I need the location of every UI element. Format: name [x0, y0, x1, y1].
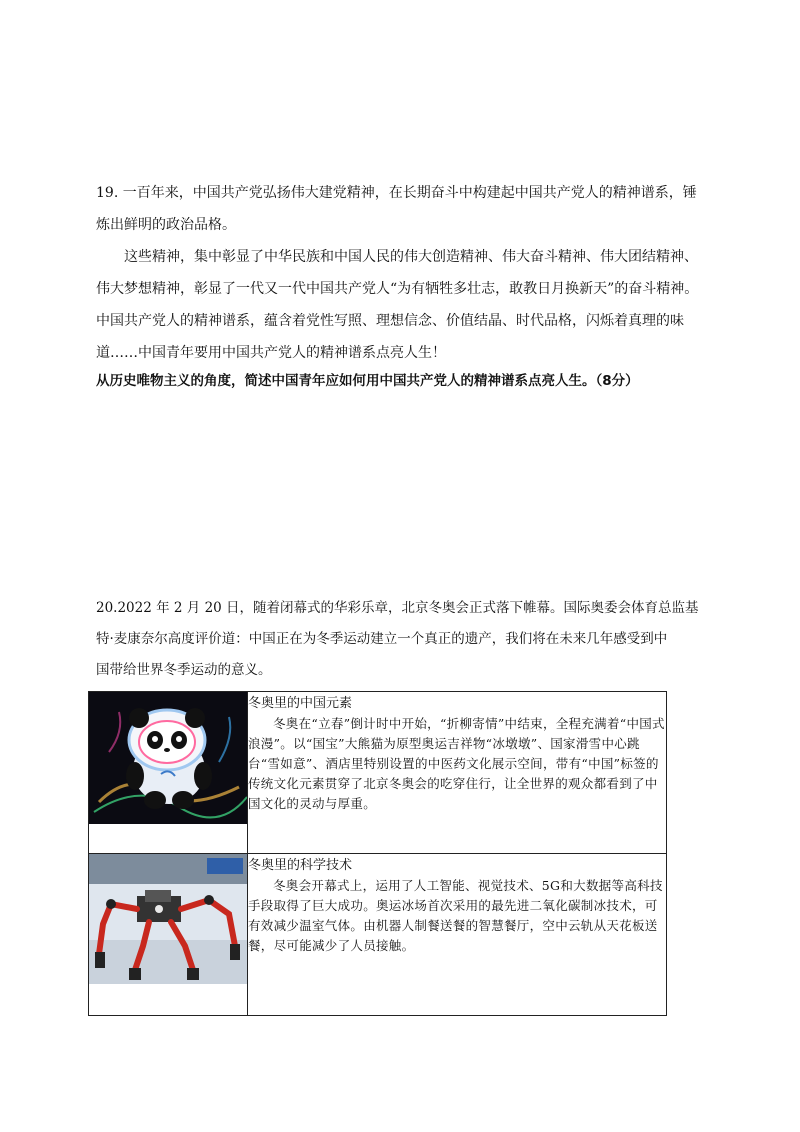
q19-line-3: 这些精神，集中彰显了中华民族和中国人民的伟大创造精神、伟大奋斗精神、伟大团结精神、 — [124, 249, 698, 265]
science-tech-heading: 冬奥里的科学技术 — [248, 858, 353, 873]
q20-line-1: 20.2022 年 2 月 20 日，随着闭幕式的华彩乐章，北京冬奥会正式落下帷幕。国际奥委会体育总监基 — [96, 600, 699, 616]
robot-image-cell — [89, 854, 248, 1016]
olympics-table — [88, 691, 667, 1016]
q20-line-3: 国带给世界冬季运动的意义。 — [96, 662, 272, 678]
science-tech-text: 冬奥会开幕式上，运用了人工智能、视觉技术、5G和大数据等高科技手段取得了巨大成功。奥运冰场首次采用的最先进二氧化碳制冰技术，可有效减少温室气体。由机器人制餐送餐的智慧餐厅，空中云轨从天花板送餐，尽可能减少了人员接触。 — [248, 878, 663, 953]
q19-line-2: 炼出鲜明的政治品格。 — [96, 217, 236, 233]
chinese-elements-cell — [248, 692, 667, 854]
chinese-elements-heading: 冬奥里的中国元素 — [248, 696, 353, 711]
mascot-image-cell — [89, 692, 248, 854]
science-tech-cell — [248, 854, 667, 1016]
bing-dwen-dwen-image — [89, 692, 247, 824]
q20-line-2: 特·麦康奈尔高度评价道：中国正在为冬季运动建立一个真正的遗产，我们将在未来几年感受到中 — [96, 631, 668, 647]
q19-line-6: 道……中国青年要用中国共产党人的精神谱系点亮人生！ — [96, 345, 446, 361]
chinese-elements-text: 冬奥在“立春”倒计时中开始，“折柳寄情”中结束，全程充满着“中国式浪漫”。以“国宝”大熊猫为原型奥运吉祥物“冰墩墩”、国家滑雪中心跳台“雪如意”、酒店里特别设置的中医药文化展示空间，带有“中国”标签的传统文化元素贯穿了北京冬奥会的吃穿住行，让全世界的观众都看到了中国文化的灵动与厚重。 — [248, 716, 665, 811]
q19-line-4: 伟大梦想精神，彰显了一代又一代中国共产党人“为有牺牲多壮志，敢教日月换新天”的奋斗精神。 — [96, 281, 699, 297]
table-row — [89, 854, 667, 1016]
table-row — [89, 692, 667, 854]
q19-question: 从历史唯物主义的角度，简述中国青年应如何用中国共产党人的精神谱系点亮人生。（8分） — [96, 373, 639, 389]
robot-chef-image — [89, 854, 247, 984]
q19-line-1: 19. 一百年来，中国共产党弘扬伟大建党精神，在长期奋斗中构建起中国共产党人的精神谱系，锤 — [96, 185, 697, 201]
q19-line-5: 中国共产党人的精神谱系，蕴含着党性写照、理想信念、价值结晶、时代品格，闪烁着真理的味 — [96, 313, 684, 329]
